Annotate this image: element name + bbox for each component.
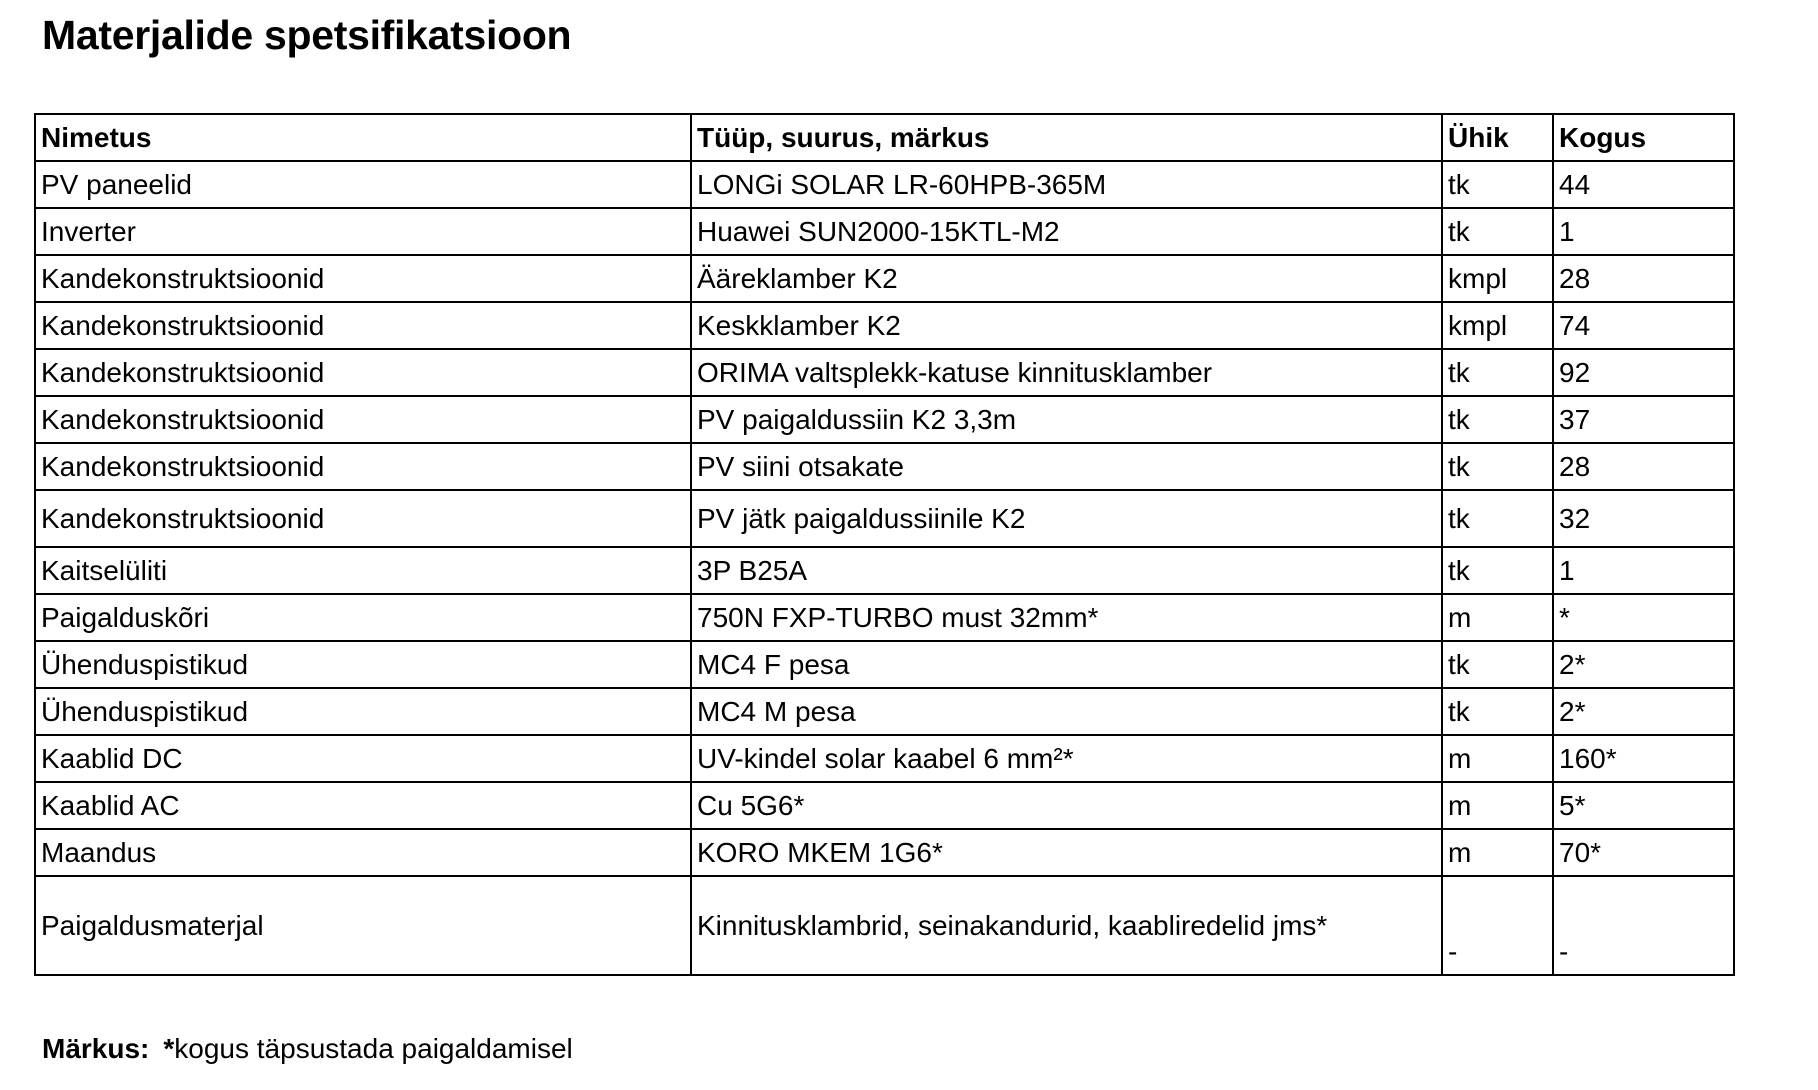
- cell-tyyp: ORIMA valtsplekk-katuse kinnitusklamber: [691, 349, 1442, 396]
- table-row: [35, 208, 1734, 255]
- cell-kogus: 74: [1553, 302, 1734, 349]
- cell-nimetus: Kaablid DC: [35, 735, 691, 782]
- table-row: [35, 688, 1734, 735]
- cell-tyyp: MC4 M pesa: [691, 688, 1442, 735]
- table-row: [35, 876, 1734, 975]
- cell-uhik: tk: [1442, 688, 1553, 735]
- cell-kogus: 5*: [1553, 782, 1734, 829]
- cell-uhik: m: [1442, 829, 1553, 876]
- cell-kogus: 92: [1553, 349, 1734, 396]
- page-title: Materjalide spetsifikatsioon: [42, 12, 572, 58]
- cell-kogus: 32: [1553, 490, 1734, 547]
- column-header-nimetus: Nimetus: [35, 114, 691, 161]
- cell-tyyp: KORO MKEM 1G6*: [691, 829, 1442, 876]
- cell-nimetus: Paigalduskõri: [35, 594, 691, 641]
- materials-table: [34, 113, 1735, 976]
- table-row: [35, 161, 1734, 208]
- table-row: [35, 782, 1734, 829]
- cell-tyyp: Cu 5G6*: [691, 782, 1442, 829]
- cell-kogus: 28: [1553, 443, 1734, 490]
- cell-nimetus: Ühenduspistikud: [35, 641, 691, 688]
- table-row: [35, 302, 1734, 349]
- column-header-uhik: Ühik: [1442, 114, 1553, 161]
- cell-tyyp: MC4 F pesa: [691, 641, 1442, 688]
- cell-nimetus: Kandekonstruktsioonid: [35, 443, 691, 490]
- cell-kogus: 1: [1553, 208, 1734, 255]
- footnote: [42, 1033, 573, 1065]
- cell-nimetus: Kandekonstruktsioonid: [35, 490, 691, 547]
- footnote-text: kogus täpsustada paigaldamisel: [174, 1033, 573, 1064]
- cell-uhik: tk: [1442, 396, 1553, 443]
- cell-tyyp: PV jätk paigaldussiinile K2: [691, 490, 1442, 547]
- cell-kogus: 1: [1553, 547, 1734, 594]
- table-row: [35, 594, 1734, 641]
- column-header-kogus: Kogus: [1553, 114, 1734, 161]
- cell-nimetus: Kaablid AC: [35, 782, 691, 829]
- cell-kogus: 37: [1553, 396, 1734, 443]
- cell-kogus: *: [1553, 594, 1734, 641]
- cell-nimetus: Kandekonstruktsioonid: [35, 302, 691, 349]
- table-row: [35, 547, 1734, 594]
- cell-tyyp: Kinnitusklambrid, seinakandurid, kaabliredelid jms*: [691, 876, 1442, 975]
- cell-tyyp: LONGi SOLAR LR-60HPB-365M: [691, 161, 1442, 208]
- column-header-tyyp: Tüüp, suurus, märkus: [691, 114, 1442, 161]
- cell-nimetus: Kandekonstruktsioonid: [35, 255, 691, 302]
- footnote-label: Märkus:: [42, 1033, 150, 1064]
- cell-tyyp: UV-kindel solar kaabel 6 mm²*: [691, 735, 1442, 782]
- table-row: [35, 641, 1734, 688]
- cell-kogus: 70*: [1553, 829, 1734, 876]
- cell-uhik: m: [1442, 782, 1553, 829]
- cell-kogus: 28: [1553, 255, 1734, 302]
- cell-uhik: m: [1442, 735, 1553, 782]
- cell-uhik: kmpl: [1442, 255, 1553, 302]
- cell-nimetus: PV paneelid: [35, 161, 691, 208]
- cell-nimetus: Kaitselüliti: [35, 547, 691, 594]
- cell-tyyp: Ääreklamber K2: [691, 255, 1442, 302]
- table-header-row: [35, 114, 1734, 161]
- cell-tyyp: Huawei SUN2000-15KTL-M2: [691, 208, 1442, 255]
- cell-nimetus: Inverter: [35, 208, 691, 255]
- cell-nimetus: Maandus: [35, 829, 691, 876]
- cell-uhik: tk: [1442, 641, 1553, 688]
- cell-uhik: m: [1442, 594, 1553, 641]
- cell-uhik: -: [1442, 876, 1553, 975]
- table-row: [35, 396, 1734, 443]
- table-row: [35, 829, 1734, 876]
- cell-kogus: 2*: [1553, 688, 1734, 735]
- cell-tyyp: 750N FXP-TURBO must 32mm*: [691, 594, 1442, 641]
- cell-tyyp: Keskklamber K2: [691, 302, 1442, 349]
- cell-uhik: tk: [1442, 208, 1553, 255]
- cell-nimetus: Kandekonstruktsioonid: [35, 349, 691, 396]
- cell-nimetus: Ühenduspistikud: [35, 688, 691, 735]
- footnote-asterisk: *: [163, 1033, 175, 1064]
- cell-nimetus: Kandekonstruktsioonid: [35, 396, 691, 443]
- cell-uhik: kmpl: [1442, 302, 1553, 349]
- cell-nimetus: Paigaldusmaterjal: [35, 876, 691, 975]
- cell-kogus: -: [1553, 876, 1734, 975]
- cell-kogus: 44: [1553, 161, 1734, 208]
- cell-uhik: tk: [1442, 490, 1553, 547]
- cell-tyyp: PV paigaldussiin K2 3,3m: [691, 396, 1442, 443]
- cell-uhik: tk: [1442, 443, 1553, 490]
- table-row: [35, 349, 1734, 396]
- cell-kogus: 2*: [1553, 641, 1734, 688]
- cell-kogus: 160*: [1553, 735, 1734, 782]
- table-row: [35, 443, 1734, 490]
- cell-uhik: tk: [1442, 547, 1553, 594]
- cell-uhik: tk: [1442, 349, 1553, 396]
- table-row: [35, 735, 1734, 782]
- cell-tyyp: PV siini otsakate: [691, 443, 1442, 490]
- table-row: [35, 490, 1734, 547]
- cell-tyyp: 3P B25A: [691, 547, 1442, 594]
- cell-uhik: tk: [1442, 161, 1553, 208]
- table-row: [35, 255, 1734, 302]
